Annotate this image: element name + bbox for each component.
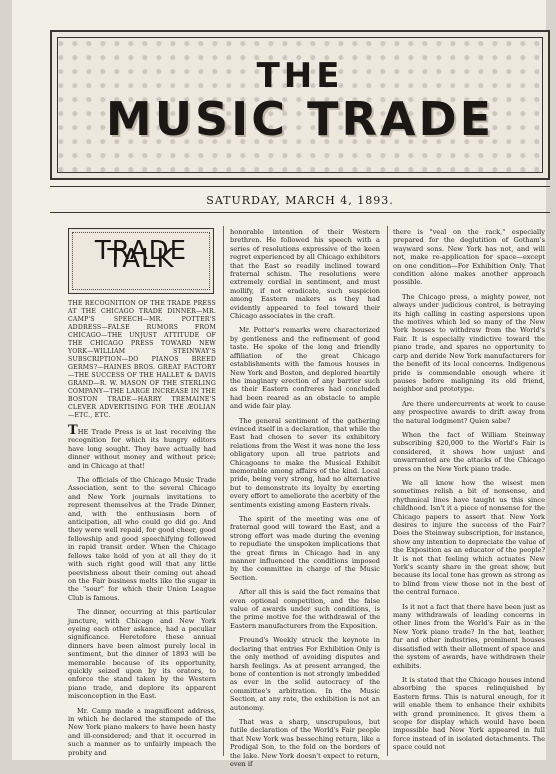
trade-talk-heading: TRADE TALK xyxy=(94,236,188,275)
column-1 xyxy=(68,228,216,763)
masthead-ornament xyxy=(57,37,543,173)
dateline-rule xyxy=(50,212,550,213)
column-2 xyxy=(230,228,380,774)
trade-talk-heading-box xyxy=(68,228,214,294)
paragraph: Mr. Potter's remarks were characterized by gentleness and the refinement of good taste. He spoke of the long and friendly affiliation of the great Chicago establishments with the famous houses in New York and Boston, and deplored heartily the imaginary erection of any barrier such as their Eastern confreres had concluded had been reared as an obstacle to ample and wide fair play. xyxy=(230,326,380,411)
paragraph: The dinner, occurring at this particular juncture, with Chicago and New York eyeing each other askance, had a peculiar significance. Heretofore these annual dinners have been almost purely local in sentiment, but the dinner of 1893 will be memorable because of its opportunity, quickly seized upon by its orators, to enforce the stand taken by the Western piano trade, and deplore its apparent misconception in the East. xyxy=(68,608,216,701)
paragraph: When the fact of William Steinway subscribing $20,000 to the World's Fair is considered, it shows how unjust and unwarranted are the attacks of the Chicago press on the New York piano trade. xyxy=(393,430,545,473)
column-rule-1 xyxy=(223,226,224,756)
paragraph: THE Trade Press is at last receiving the recognition for which its hungry editors have long sought. They have actually had dinner without money and without price; and in Chicago at that! xyxy=(68,423,216,470)
top-rule xyxy=(50,186,550,187)
paragraph: Freund's Weekly struck the keynote in declaring that entries For Exhibition Only is the only method of avoiding disputes and harsh feelings. As at present arranged, the bone of contention is not strongly imbedded as ever in the solid autocracy of the committee's arbitration. In the Music Section, at any rate, the exhibition is not an autonomy. xyxy=(230,636,380,712)
paragraph: The officials of the Chicago Music Trade Association, sent to the several Chicago and New York journals invitations to represent themselves at the Trade Dinner, and, with the enthusiasm born of anticipation, all who could go did go. And they were well repaid, for good cheer, good fellowship and good speechifying followed in rapid transit order. When the Chicago fellows take hold of you at all they do it with such right good will that any little peevishness about their coming out ahead on the Fair business melts like the sugar in the "sour" for which their Union League Club is famous. xyxy=(68,476,216,602)
column-3 xyxy=(393,228,545,758)
paragraph: The Chicago press, a mighty power, not always under judicious control, is betraying its high calling in casting aspersions upon the motives which led so many of the New York houses to withdraw from the World's Fair. It is especially vindictive toward the piano trade, and spares no opportunity to carp and deride New York manufacturers for the benefit of its local concerns. Indigenous pride is commendable enough where it pauses before maligning its old friend, neighbor and prototype. xyxy=(393,292,545,394)
article-summary: THE RECOGNITION OF THE TRADE PRESS AT THE CHICAGO TRADE DINNER—MR. CAMP'S SPEECH—MR. POTTER'S ADDRESS—FALSE RUMORS FROM CHICAGO—THE UNJUST ATTITUDE OF THE CHICAGO PRESS TOWARD NEW YORK—WILLIAM STEINWAY'S SUBSCRIPTION—DO PIANOS BREED GERMS?—HAINES BROS. GREAT FACTORY—THE SUCCESS OF THE HALLET & DAVIS GRAND—R. W. MASON OF THE STERLING COMPANY—THE LARGE INCREASE IN THE BOSTON TRADE—HARRY TREMAINE'S CLEVER ADVERTISING FOR THE ÆOLIAN—ETC., ETC. xyxy=(68,300,216,419)
paragraph: honorable intention of their Western brethren. He followed his speech with a series of resolutions expressive of the keen regret experienced by all Chicago exhibitors that the East so readily inclined toward fraternal schism. The resolutions were extremely cordial in sentiment, and must mollify, if not eradicate, such suspicion among Eastern makers as they had evidently appeared to feel toward their Chicago associates in the craft. xyxy=(230,228,380,321)
paragraph: The general sentiment of the gathering evinced itself in a declaration, that while the East had chosen to sever its exhibitory relations from the West it was none the less obligatory upon all true patriots and Chicagoans to make the Musical Exhibit memorable among affairs of the kind. Local pride, being very strong, had no alternative but to demonstrate its loyalty by exerting every effort to ameliorate the acerbity of the sentiments existing among Eastern rivals. xyxy=(230,416,380,509)
paragraph: After all this is said the fact remains that even optional competition, and the false value of awards under such conditions, is the prime motive for the withdrawal of the Eastern manufacturers from the Exposition. xyxy=(230,588,380,630)
paragraph: Are there undercurrents at work to cause any prospective awards to drift away from the natural lodgment? Quien sabe? xyxy=(393,399,545,425)
paragraph: It is stated that the Chicago houses intend absorbing the spaces relinquished by Eastern firms. This is natural enough, for it will enable them to enhance their exhibits with grand prominence. It gives them a scope for display which would have been impossible had New York appeared in full force instead of in isolated detachments. The space could not xyxy=(393,675,545,752)
masthead-the: THE xyxy=(256,56,344,96)
drop-cap: T xyxy=(68,423,78,438)
page xyxy=(12,0,546,768)
paragraph: That was a sharp, unscrupulous, but futile declaration of the World's Fair people that New York was besseching return, like a Prodigal Son, to the fold on the borders of the lake. New York doesn't expect to return, even if xyxy=(230,717,380,768)
paragraph: Mr. Camp made a magnificent address, in which he declared the stampede of the New York piano makers to have been hasty and ill-considered; and that it occurred in such a manner as to unfairly impeach the probity and xyxy=(68,706,216,757)
paragraph: there is "veal on the rack," especially prepared for the deglutition of Gotham's wayward sons. New York has not, and will not, make re-application for space—except on one condition—For Exhibition Only. That condition alone makes another approach possible. xyxy=(393,228,545,287)
paragraph: The spirit of the meeting was one of fraternal good will toward the East, and a strong effort was made during the evening to repudiate the unspoken implications that the great firms in Chicago had in any manner influenced the conditions imposed by the committee in charge of the Music Section. xyxy=(230,515,380,582)
column-rule-2 xyxy=(387,226,388,756)
paragraph: We all know how the wisest men sometimes relish a bit of nonsense, and rhythmical lines have taught us this since childhood. Isn't it a piece of nonsense for the Chicago papers to assert that New York desires to injure the success of the Fair? Does the Steinway subscription, for instance, show any intention to depreciate the value of the Exposition as an educator of the people? It is not that feeling which actuates New York's scanty share in the great show, but because its local tone has grown as strong as to blind from view those not in the best of the central furnace. xyxy=(393,478,545,597)
masthead xyxy=(50,30,550,180)
masthead-title: MUSIC TRADE xyxy=(105,92,495,146)
dateline: SATURDAY, MARCH 4, 1893. xyxy=(206,194,394,207)
paragraph: Is it not a fact that there have been just as many withdrawals of leading concerns in other lines from the World's Fair as in the New York piano trade? In the hat, leather, fur and other industries, prominent houses dissatisfied with their allotment of space and the system of awards, have withdrawn their exhibits. xyxy=(393,602,545,670)
